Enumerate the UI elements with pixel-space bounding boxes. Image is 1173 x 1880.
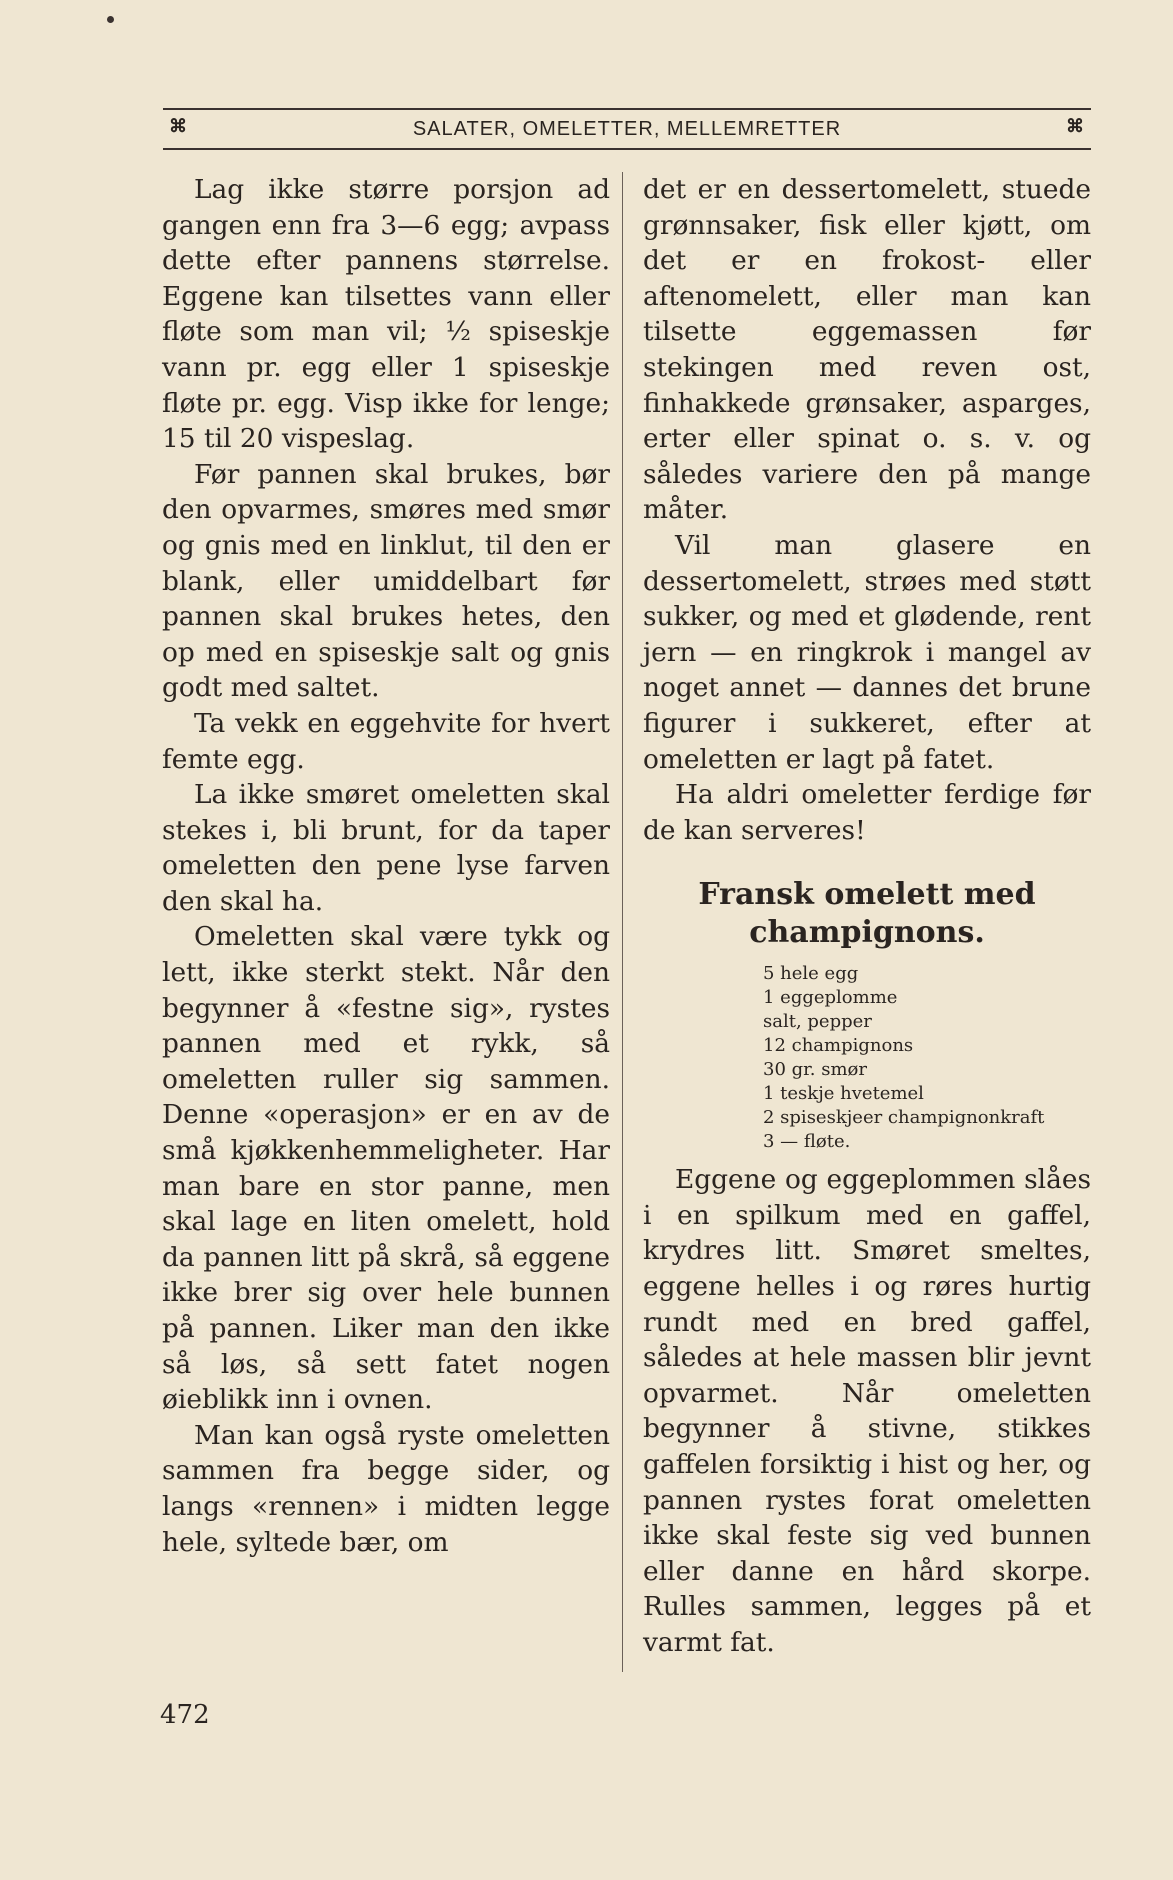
ingredient-list (763, 962, 1091, 1154)
left-column (162, 172, 610, 1560)
header-ornament-right: ⌘ (1066, 116, 1085, 136)
paragraph: Lag ikke større porsjon ad gangen enn fra 3—6 egg; avpass dette efter pannens størrelse. Eggene kan tilsettes vann eller fløte som man vil; ½ spiseskje vann pr. egg eller 1 spiseskje fløte pr. egg. Visp ikke for lenge; 15 til 20 vispeslag. (162, 174, 610, 455)
paragraph: Ta vekk en eggehvite for hvert femte egg. (162, 707, 610, 775)
paragraph: det er en dessertomelett, stuede grønnsaker, fisk eller kjøtt, om det er en frokost- eller aftenomelett, eller man kan tilsette eggemassen før stekingen med reven ost, finhakkede grønsaker, asparges, erter eller spinat o. s. v. og således variere den på mange måter. (643, 174, 1091, 526)
ink-dot (107, 16, 114, 23)
recipe-title: Fransk omelett med champignons. (698, 877, 1036, 951)
right-column (643, 172, 1091, 1661)
ingredient-item: 2 spiseskjeer champignonkraft (763, 1107, 1045, 1129)
paragraph: Man kan også ryste omeletten sammen fra begge sider, og langs «rennen» i midten legge hele, syltede bær, om (162, 1419, 610, 1558)
header-ornament-left: ⌘ (169, 116, 188, 136)
ingredient-item: 12 champignons (763, 1035, 914, 1057)
paragraph: Omeletten skal være tykk og lett, ikke sterkt stekt. Når den begynner å «festne sig», rystes pannen med et rykk, så omeletten ruller sig sammen. Denne «operasjon» er en av de små kjøkkenhemmeligheter. Har man bare en stor panne, men skal lage en liten omelett, hold da pannen litt på skrå, så eggene ikke brer sig over hele bunnen på pannen. Liker man den ikke så løs, så sett fatet nogen øieblikk inn i ovnen. (162, 921, 610, 1416)
recipe-instructions: Eggene og eggeplommen slåes i en spilkum med en gaffel, krydres litt. Smøret smeltes, eggene helles i og røres hurtig rundt med en bred gaffel, således at hele massen blir jevnt opvarmet. Når omeletten begynner å stivne, stikkes gaffelen forsiktig i hist og her, og pannen rystes forat omeletten ikke skal feste sig ved bunnen eller danne en hård skorpe. Rulles sammen, legges på et varmt fat. (643, 1164, 1091, 1658)
paragraph: La ikke smøret omeletten skal stekes i, bli brunt, for da taper omeletten den pene lyse farven den skal ha. (162, 779, 610, 917)
paragraph: Ha aldri omeletter ferdige før de kan serveres! (643, 779, 1091, 846)
header-title: SALATER, OMELETTER, MELLEMRETTER (412, 117, 842, 140)
ingredient-item: 5 hele egg (763, 963, 859, 985)
page-number: 472 (160, 1700, 210, 1730)
ingredient-item: 1 teskje hvetemel (763, 1083, 924, 1105)
ingredient-item: 30 gr. smør (763, 1059, 867, 1081)
ingredient-item: 1 eggeplomme (763, 987, 898, 1009)
paragraph: Før pannen skal brukes, bør den opvarmes, smøres med smør og gnis med en linklut, til den er blank, eller umiddelbart før pannen skal brukes hetes, den op med en spiseskje salt og gnis godt med saltet. (162, 458, 610, 704)
ingredient-item: 3 — fløte. (763, 1131, 851, 1153)
ingredient-item: salt, pepper (763, 1011, 872, 1033)
running-header (163, 108, 1091, 150)
column-divider (622, 172, 623, 1672)
paragraph: Vil man glasere en dessertomelett, strøes med støtt sukker, og med et glødende, rent jern — en ringkrok i mangel av noget annet — dannes det brune figurer i sukkeret, efter at omeletten er lagt på fatet. (643, 529, 1091, 775)
